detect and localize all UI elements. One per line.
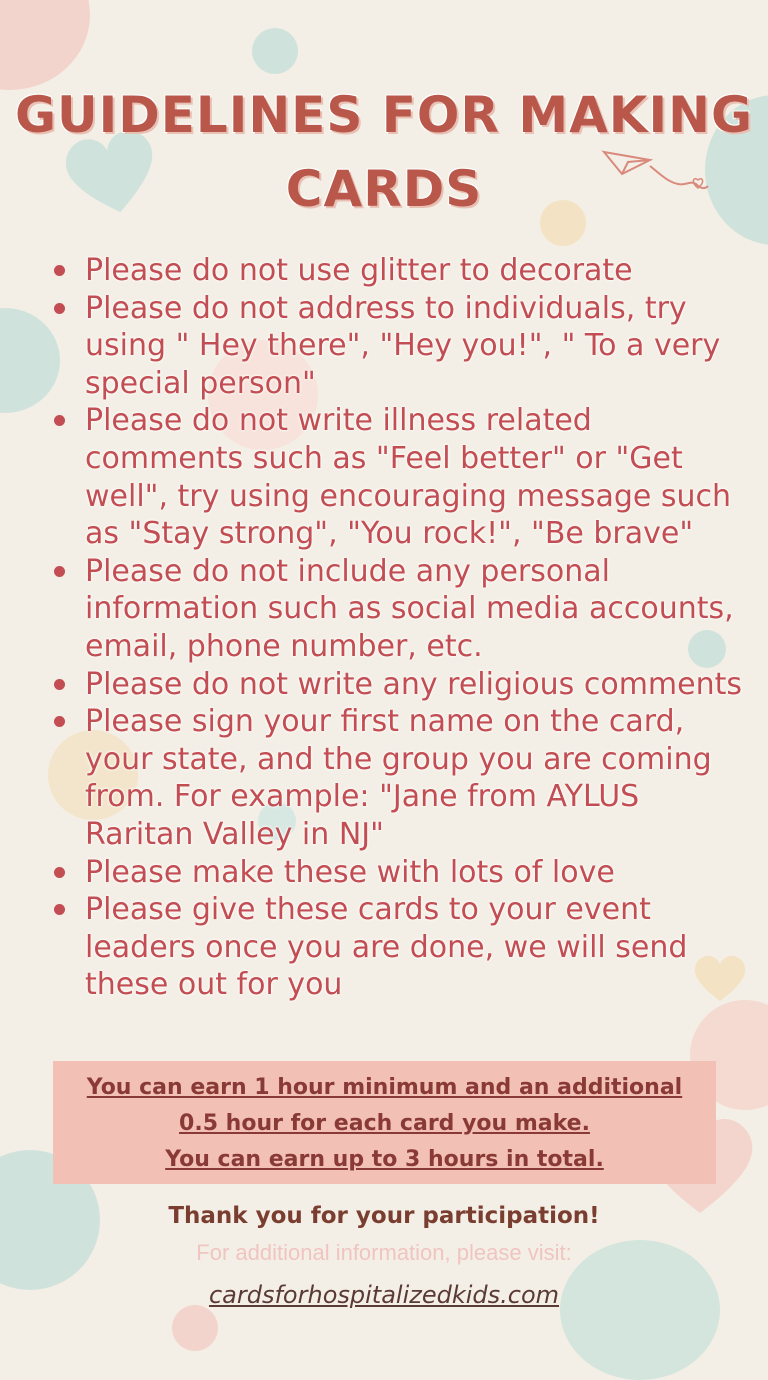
guideline-text: Please do not write illness related comments such as "Feel better" or "Get well", try using encouraging message such as "Stay strong", "You rock!", "Be brave" (85, 403, 732, 552)
title-line-1: GUIDELINES FOR MAKING (14, 86, 754, 144)
title-line-2: CARDS (285, 160, 483, 218)
additional-info-text: For additional information, please visit: (196, 1240, 572, 1265)
earn-hours-box (53, 1061, 716, 1184)
guideline-item (46, 553, 746, 666)
bullet-icon (54, 566, 65, 577)
deco-circle-mint-small-top (252, 28, 298, 74)
guideline-text: Please do not include any personal information such as social media accounts, email, phone number, etc. (85, 553, 734, 664)
page-title (0, 78, 768, 226)
guideline-text: Please give these cards to your event leaders once you are done, we will send these out for you (85, 892, 688, 1003)
guideline-item (46, 290, 746, 403)
bullet-icon (54, 679, 65, 690)
guideline-text: Please do not write any religious comments (85, 666, 743, 702)
guideline-item (46, 854, 746, 892)
guidelines-list (46, 252, 746, 1004)
guideline-item (46, 402, 746, 552)
bullet-icon (54, 904, 65, 915)
bullet-icon (54, 716, 65, 727)
guideline-item (46, 703, 746, 853)
earn-line-2: 0.5 hour for each card you make. (179, 1111, 590, 1136)
bullet-icon (54, 265, 65, 276)
website-link[interactable]: cardsforhospitalizedkids.com (208, 1281, 560, 1309)
guideline-text: Please make these with lots of love (85, 854, 615, 890)
guideline-text: Please do not use glitter to decorate (85, 253, 633, 288)
bullet-icon (54, 303, 65, 314)
bullet-icon (54, 867, 65, 878)
thank-you-text: Thank you for your participation! (168, 1203, 600, 1229)
bullet-icon (54, 415, 65, 426)
guideline-text: Please sign your first name on the card, your state, and the group you are coming from. For example: "Jane from AYLUS Raritan Valley in NJ" (85, 704, 712, 852)
guideline-item (46, 666, 746, 704)
earn-line-1: You can earn 1 hour minimum and an additional (86, 1075, 683, 1100)
guideline-item (46, 891, 746, 1004)
earn-line-3: You can earn up to 3 hours in total. (165, 1147, 604, 1172)
deco-circle-pink-top-left (0, 0, 90, 90)
guideline-item (46, 252, 746, 290)
guideline-text: Please do not address to individuals, try using " Hey there", "Hey you!", " To a very special person" (85, 290, 721, 401)
